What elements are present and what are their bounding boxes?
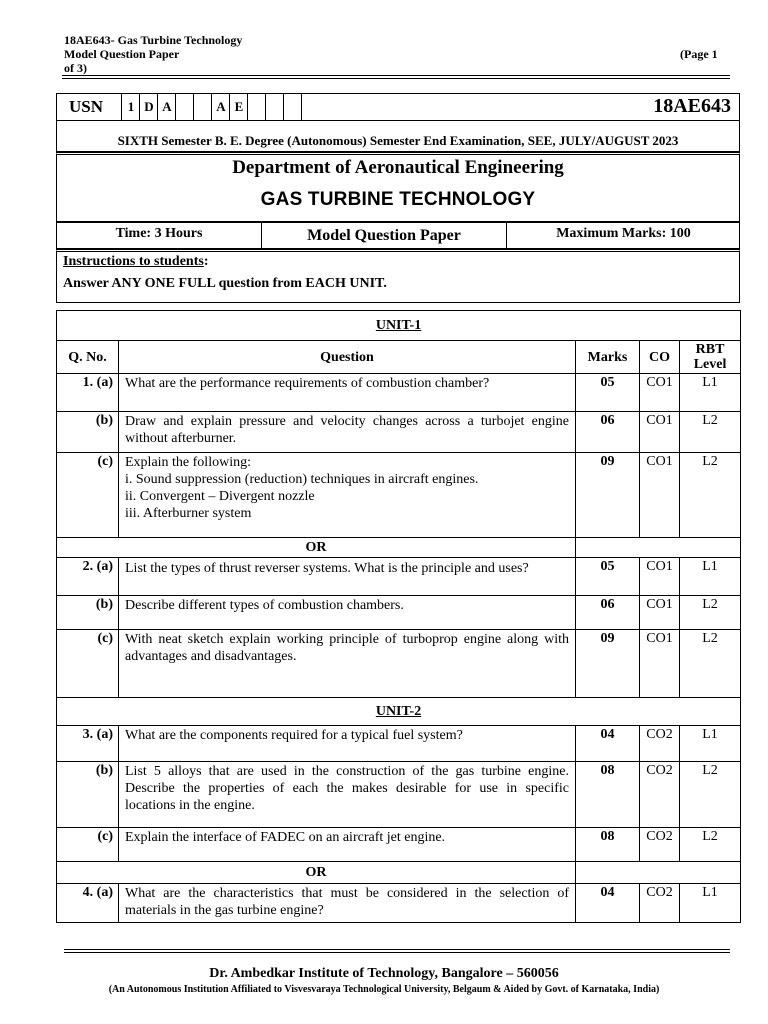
question-row: (c) With neat sketch explain working principle of turboprop engine along with advantages and disadvantages. 09 CO1 L2 <box>57 630 741 698</box>
usn-box: D <box>139 94 158 120</box>
max-marks: Maximum Marks: 100 <box>556 226 691 241</box>
instructions-colon: : <box>203 254 209 269</box>
question-row: 3. (a) What are the components required for a typical fuel system? 04 CO2 L1 <box>57 726 741 762</box>
usn-box: A <box>157 94 176 120</box>
institute-name: Dr. Ambedkar Institute of Technology, Bangalore – 560056 <box>209 966 559 981</box>
col-marks: Marks <box>576 341 640 374</box>
question-row: 2. (a) List the types of thrust reverser systems. What is the principle and uses? 05 CO1 L1 <box>57 558 741 596</box>
exam-title-block <box>56 93 740 303</box>
footer-rule <box>64 949 730 950</box>
or-row <box>57 862 741 884</box>
usn-label: USN <box>69 97 104 116</box>
department-block <box>56 152 740 222</box>
running-header <box>64 33 242 75</box>
instructions-label: Instructions to students <box>63 254 204 269</box>
usn-box <box>265 94 284 120</box>
header-rule <box>62 78 730 79</box>
or-label: OR <box>57 538 576 558</box>
institute-affiliation: (An Autonomous Institution Affiliated to Visvesvaraya Technological University, Belgaum & Aided by Govt. of Karnataka, India) <box>108 984 660 995</box>
column-header-row <box>57 341 741 374</box>
question-row: (b) Draw and explain pressure and velocity changes across a turbojet engine without afterburner. 06 CO1 L2 <box>57 412 741 453</box>
subject-title: GAS TURBINE TECHNOLOGY <box>260 189 536 210</box>
question-row: (b) Describe different types of combustion chambers. 06 CO1 L2 <box>57 596 741 630</box>
instructions-block <box>56 249 740 303</box>
exam-title: SIXTH Semester B. E. Degree (Autonomous) Semester End Examination, SEE, JULY/AUGUST 2023 <box>56 121 740 152</box>
question-row: (c) Explain the interface of FADEC on an aircraft jet engine. 08 CO2 L2 <box>57 828 741 862</box>
header-page-suffix: of 3) <box>64 61 87 75</box>
question-row: (b) List 5 alloys that are used in the construction of the gas turbine engine. Describe the properties of each the makes desirable for use in specific locations in the engine. 08 CO2 L2 <box>57 762 741 828</box>
usn-box <box>175 94 194 120</box>
header-course: 18AE643- Gas Turbine Technology <box>64 33 243 47</box>
instructions-text: Answer ANY ONE FULL question from EACH UNIT. <box>63 276 387 291</box>
header-page-number: (Page 1 <box>680 47 718 61</box>
unit-1-title: UNIT-1 <box>375 317 422 333</box>
header-paper: Model Question Paper <box>64 47 180 61</box>
paper-type: Model Question Paper <box>261 223 507 248</box>
question-row: 1. (a) What are the performance requirements of combustion chamber? 05 CO1 L1 <box>57 374 741 412</box>
course-code: 18AE643 <box>653 95 731 117</box>
col-rbt: RBT Level <box>680 341 741 374</box>
usn-box <box>283 94 302 120</box>
unit-row <box>57 698 741 726</box>
exam-time: Time: 3 Hours <box>115 226 203 241</box>
unit-row <box>57 311 741 341</box>
usn-box: 1 <box>121 94 140 120</box>
or-row <box>57 538 741 558</box>
time-marks-row <box>56 222 740 249</box>
header-rule <box>62 75 730 76</box>
usn-box: A <box>211 94 230 120</box>
footer-rule <box>64 952 730 953</box>
usn-box: E <box>229 94 248 120</box>
usn-box <box>247 94 266 120</box>
col-question: Question <box>119 341 576 374</box>
department-name: Department of Aeronautical Engineering <box>232 157 564 178</box>
or-label: OR <box>57 862 576 884</box>
usn-row <box>56 93 740 121</box>
usn-box-end <box>301 94 302 120</box>
col-co: CO <box>640 341 680 374</box>
col-qno: Q. No. <box>57 341 119 374</box>
usn-box <box>193 94 212 120</box>
unit-2-title: UNIT-2 <box>375 703 422 719</box>
question-table <box>56 310 741 923</box>
question-row: 4. (a) What are the characteristics that must be considered in the selection of materials in the gas turbine engine? 04 CO2 L1 <box>57 884 741 923</box>
question-row: (c) Explain the following: i. Sound suppression (reduction) techniques in aircraft engines. ii. Convergent – Divergent nozzle iii. Afterburner system 09 CO1 L2 <box>57 453 741 538</box>
